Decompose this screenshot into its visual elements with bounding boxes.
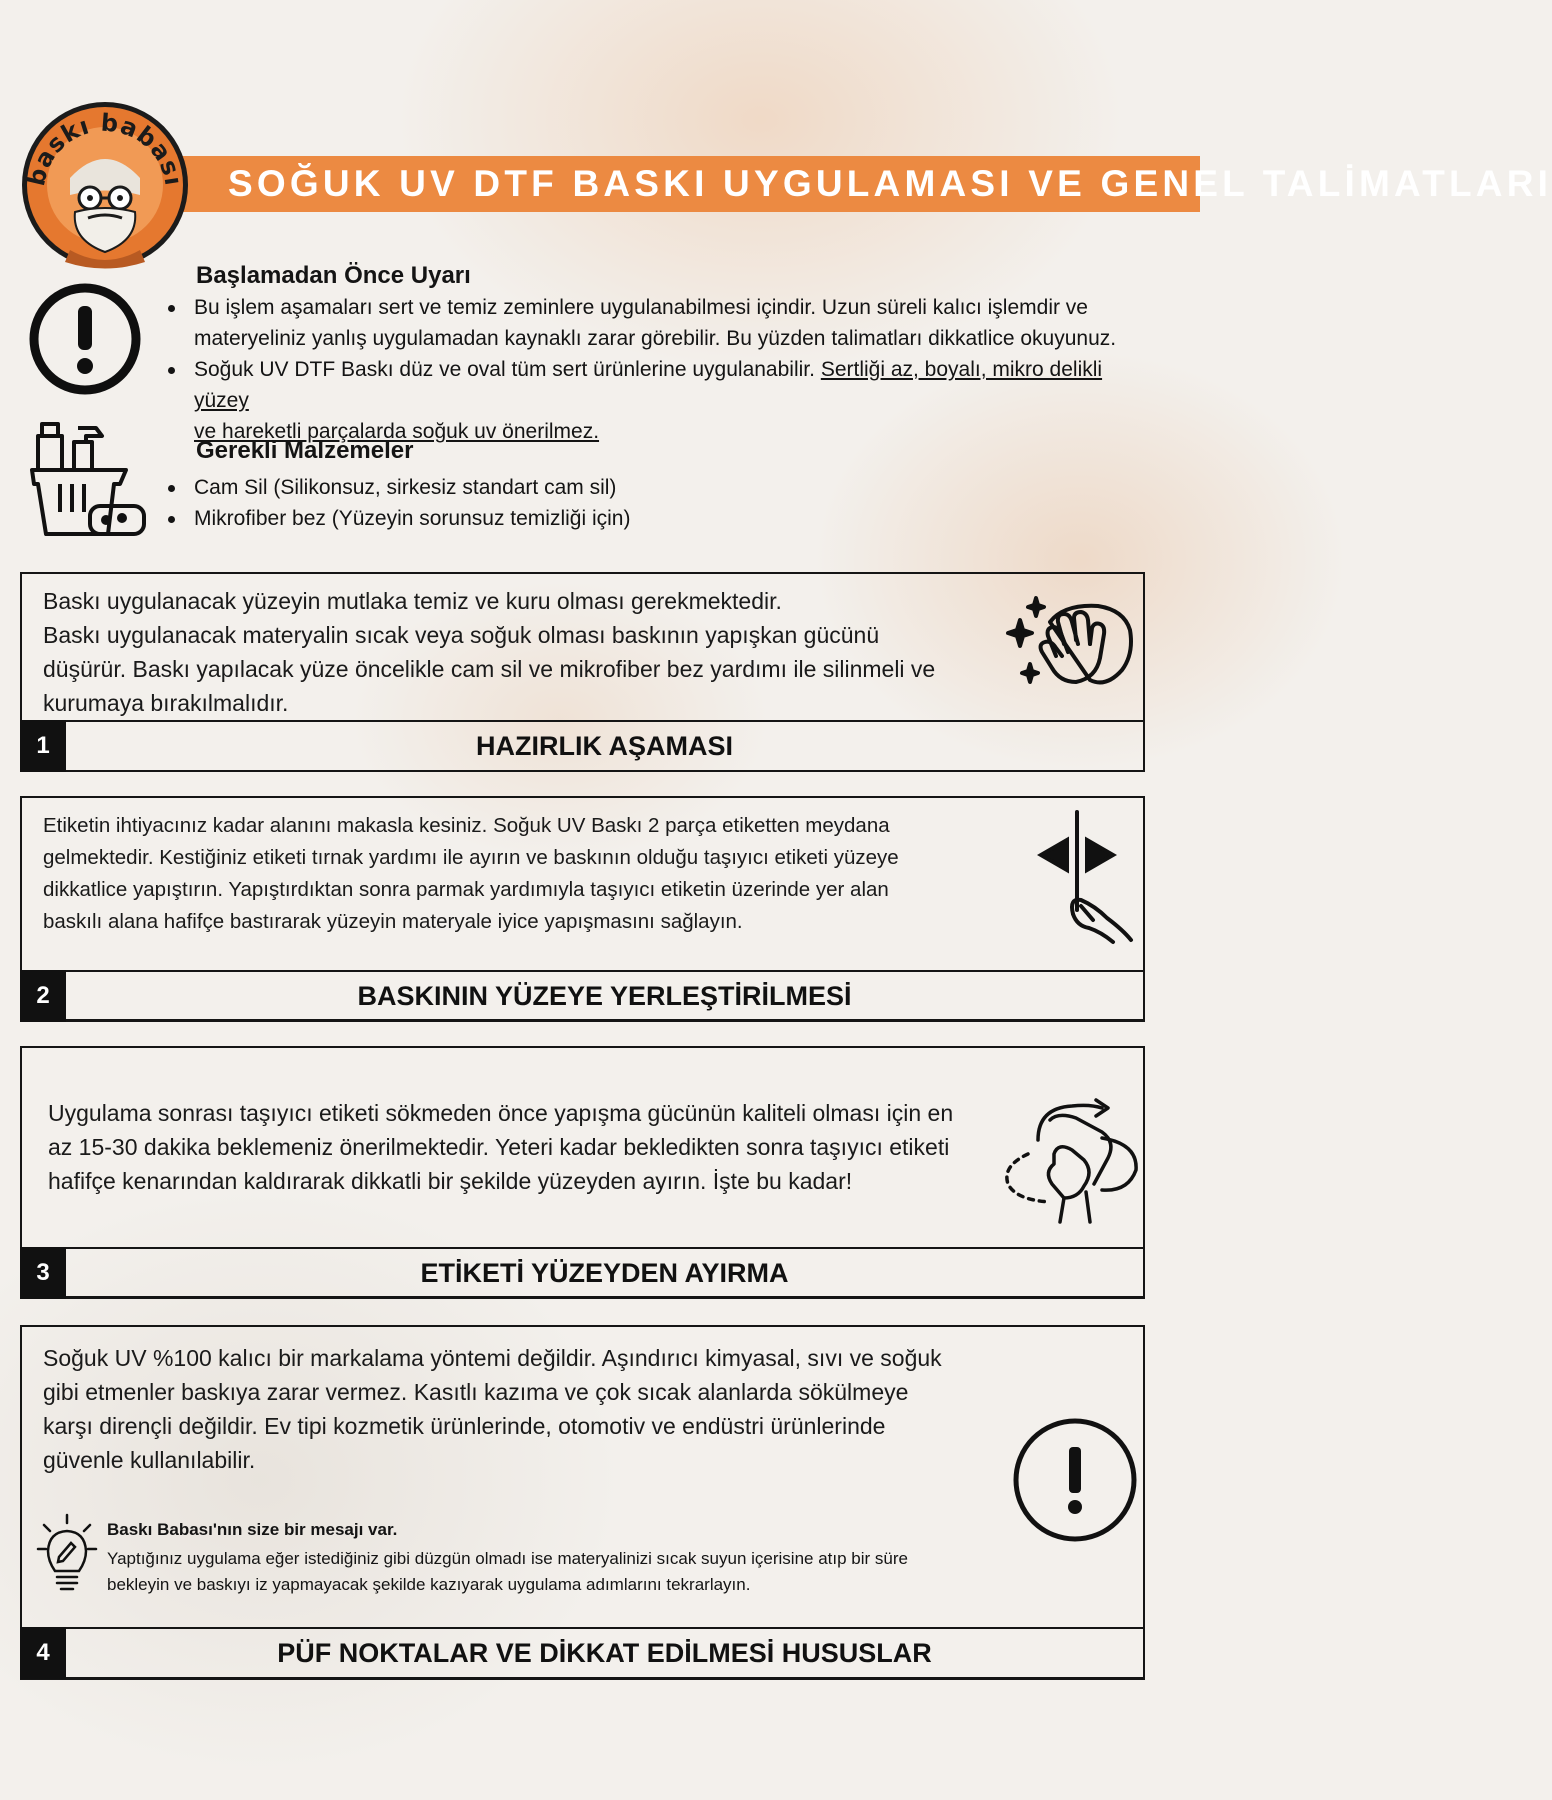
page-title: SOĞUK UV DTF BASKI UYGULAMASI VE GENEL TALİMATLARI [228,163,1552,204]
step-1-title: HAZIRLIK AŞAMASI [476,731,733,761]
step-1-header [20,720,1145,772]
step-4-number: 4 [20,1627,66,1679]
step-1-text: Baskı uygulanacak yüzeyin mutlaka temiz ve kuru olması gerekmektedir. Baskı uygulanacak materyalin sıcak veya soğuk olması baskının yapışkan gücünü düşürür. Baskı yapılacak yüze öncelikle cam sil ve mikrofiber bez yardımı ile silinmeli ve kurumaya bırakılmalıdır. [43,588,936,716]
materials-list [166,472,866,534]
exclamation-circle-icon [28,282,142,396]
step-2-number: 2 [20,970,66,1022]
step-4-text: Soğuk UV %100 kalıcı bir markalama yöntemi değildir. Aşındırıcı kimyasal, sıvı ve soğuk gibi etmenler baskıya zarar vermez. Kasıtlı kazıma ve çok sıcak alanlarda sökülmeye karşı dirençli değildir. Ev tipi kozmetik ürünlerinde, otomotiv ve endüstri ürünlerinde güvenle kullanılabilir. [43,1345,942,1473]
step-3-number: 3 [20,1247,66,1299]
lightbulb-icon [36,1513,98,1595]
hand-wipe-icon [994,596,1144,706]
step-2-text: Etiketin ihtiyacınız kadar alanını makasla kesiniz. Soğuk UV Baskı 2 parça etiketten meydana gelmektedir. Kestiğiniz etiketi tırnak yardımı ile ayırın ve baskının olduğu taşıyıcı etiketi yüzeye dikkatlice yapıştırın. Yapıştırdıktan sonra parmak yardımıyla taşıyıcı etiketin üzerinde yer alan baskılı alana hafifçe bastırarak yüzeyin materyale iyice yapışmasını sağlayın. [43,814,899,933]
materials-item: Cam Sil (Silikonsuz, sirkesiz standart cam sil) [166,472,866,503]
step-2-header [20,970,1145,1022]
step-4-header [20,1627,1145,1679]
step-2-title: BASKININ YÜZEYE YERLEŞTİRİLMESİ [357,981,852,1011]
step-3-text: Uygulama sonrası taşıyıcı etiketi sökmeden önce yapışma gücünün kaliteli olması için en az 15-30 dakika beklemeniz önerilmektedir. Yeteri kadar bekledikten sonra taşıyıcı etiketi hafifçe kenarından kaldırarak dikkatli bir şekilde yüzeyden ayırın. İşte bu kadar! [48,1100,954,1194]
hand-peel-icon [998,1094,1146,1224]
finger-split-icon [1037,810,1137,960]
tip-text: Yaptığınız uygulama eğer istediğiniz gibi düzgün olmadı ise materyalinizi sıcak suyun içerisine atıp bir süre bekleyin ve baskıyı iz yapmayacak şekilde kazıyarak uygulama adımlarını tekrarlayın. [107,1549,908,1594]
step-3-title: ETİKETİ YÜZEYDEN AYIRMA [420,1258,789,1288]
step-3-header [20,1247,1145,1299]
logo-text: baskı babası [22,108,188,189]
brand-logo [20,100,190,270]
warning-list [166,292,1156,447]
step-1-number: 1 [20,720,66,772]
step-4-title: PÜF NOKTALAR VE DİKKAT EDİLMESİ HUSUSLAR [277,1638,932,1668]
exclamation-circle-icon [1012,1417,1138,1543]
warning-item: Soğuk UV DTF Baskı düz ve oval tüm sert ürünlerine uygulanabilir. Sertliği az, boyalı, mikro delikli yüzey ve hareketli parçalarda soğuk uv önerilmez. [166,354,1156,447]
tip-title: Baskı Babası'nın size bir mesajı var. [107,1520,398,1539]
materials-title: Gerekli Malzemeler [196,437,414,464]
materials-item: Mikrofiber bez (Yüzeyin sorunsuz temizliği için) [166,503,866,534]
warning-title: Başlamadan Önce Uyarı [196,262,471,289]
cleaning-supplies-icon [30,422,146,540]
warning-item: Bu işlem aşamaları sert ve temiz zeminlere uygulanabilmesi içindir. Uzun süreli kalıcı işlemdir ve materyeliniz yanlış uygulamadan kaynaklı zarar görebilir. Bu yüzden talimatları dikkatlice okuyunuz. [166,292,1156,354]
